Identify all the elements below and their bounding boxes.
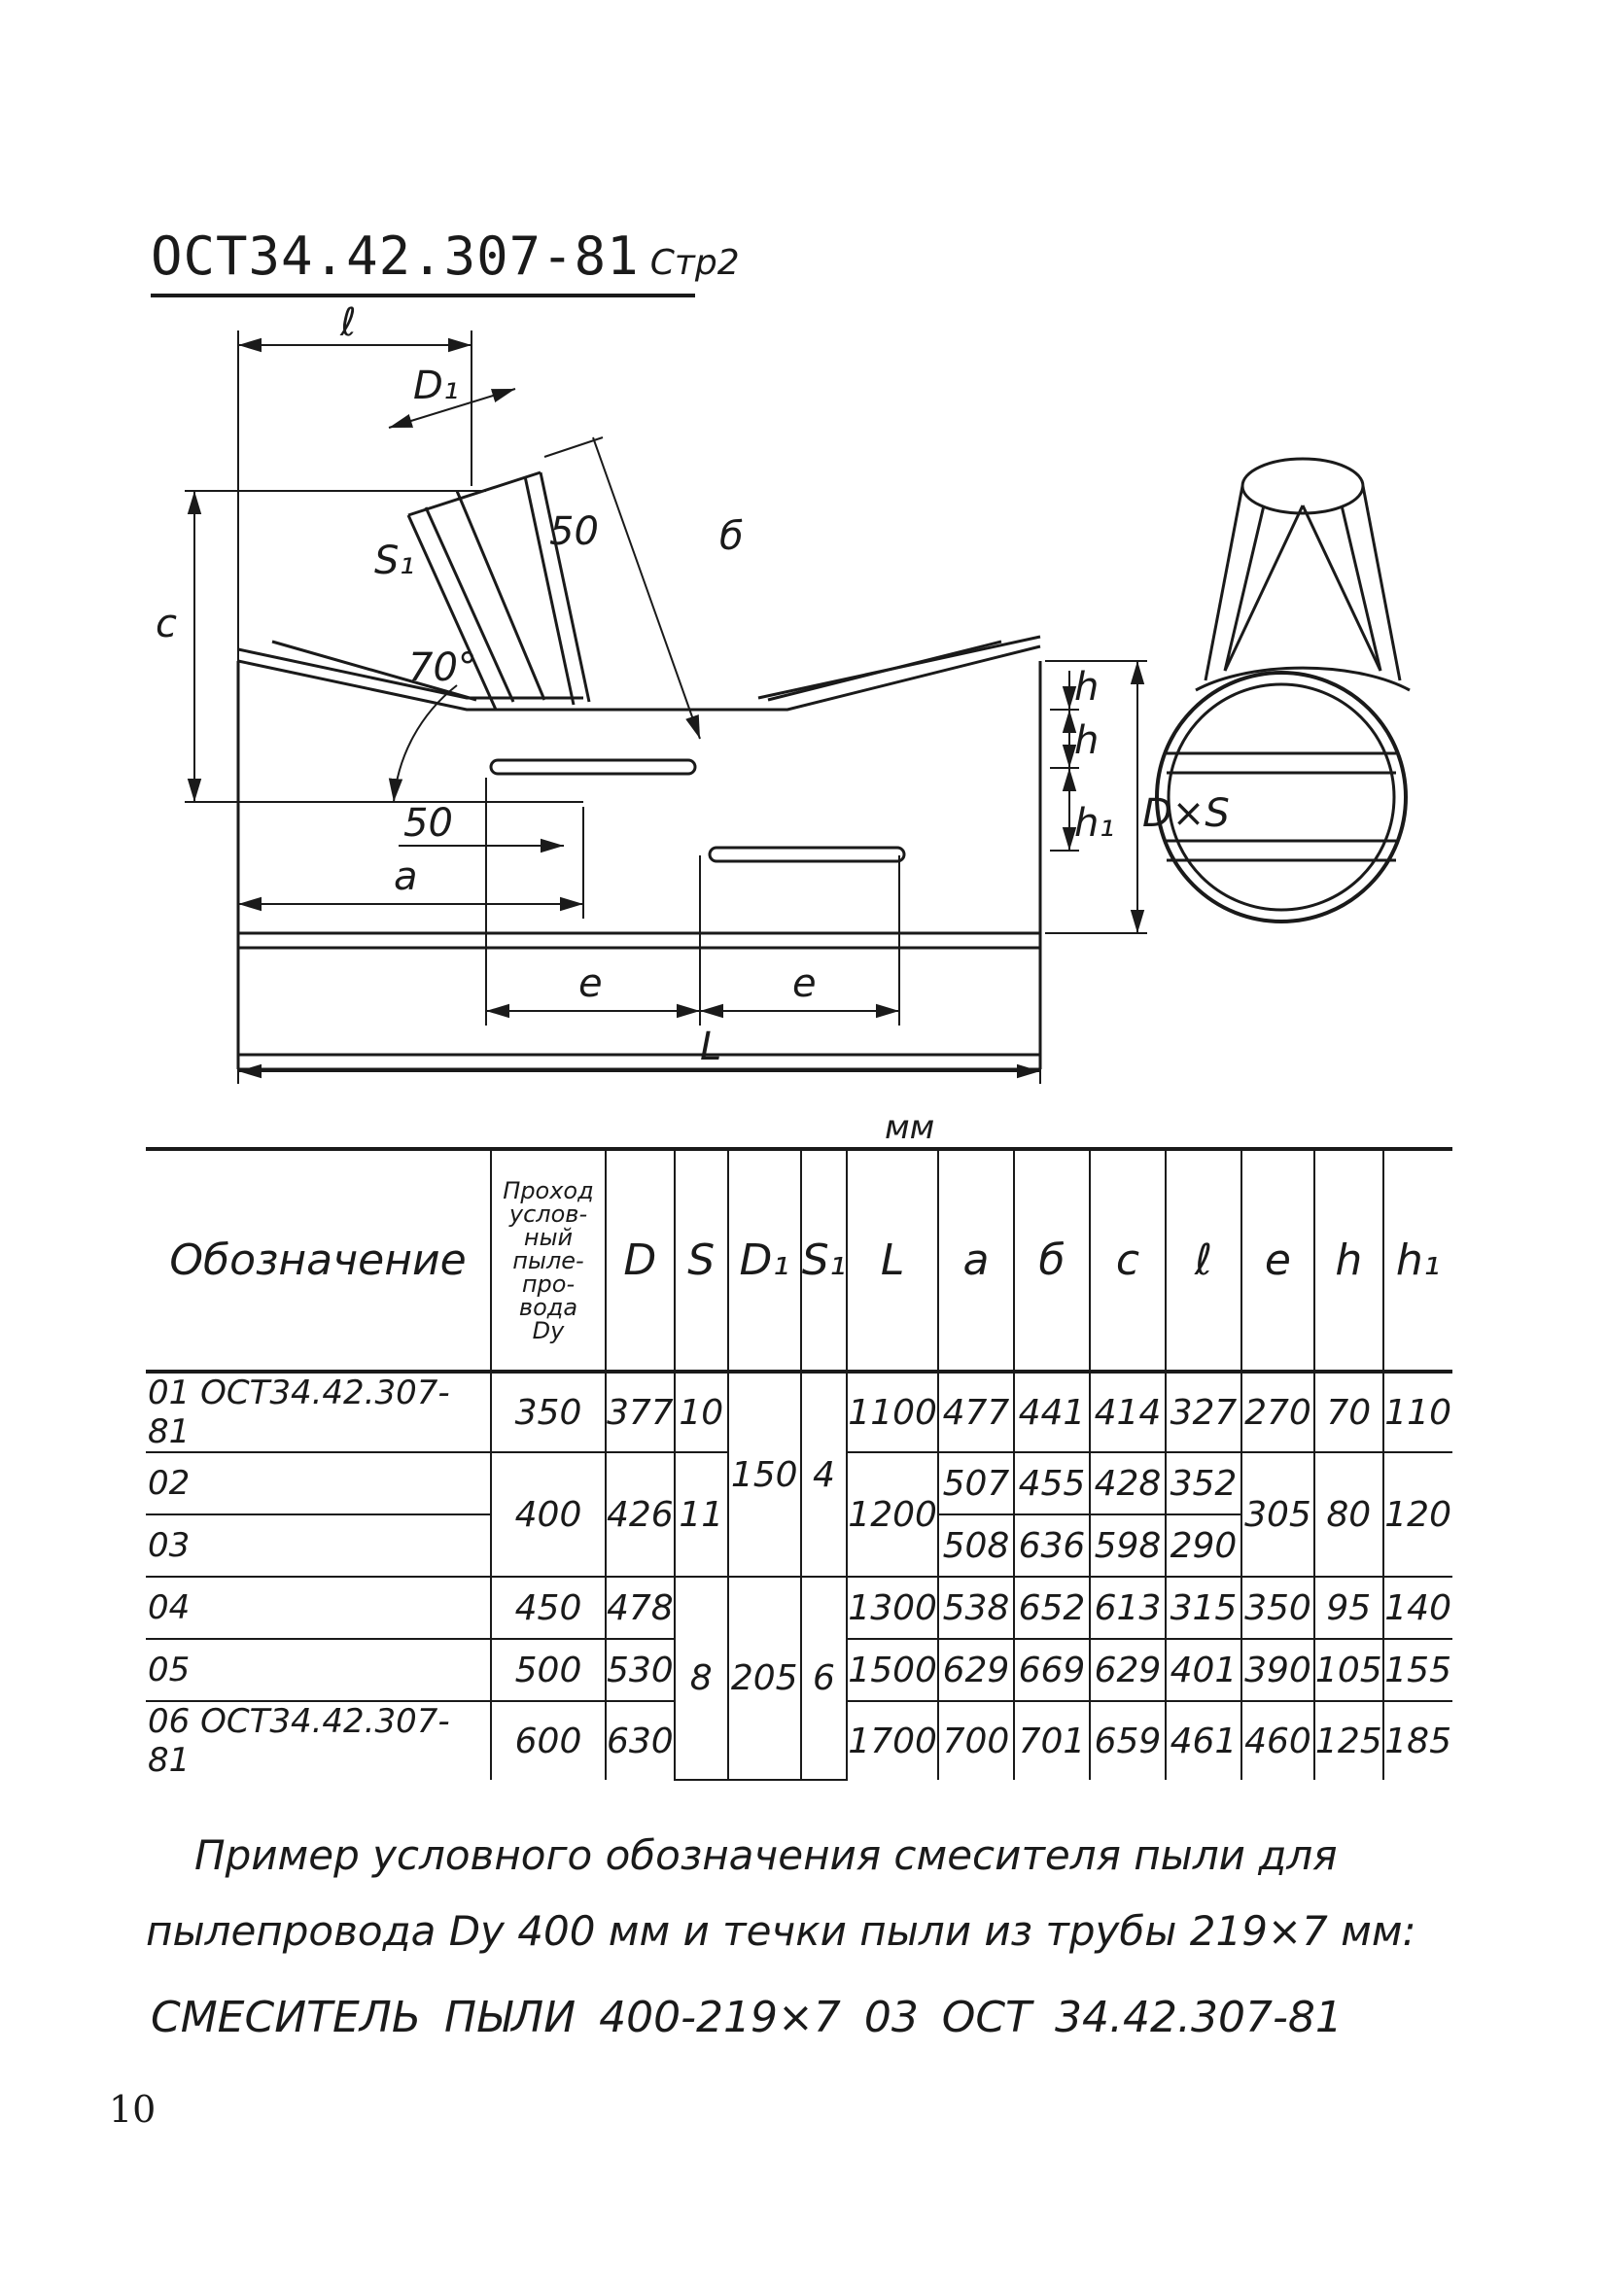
table-row: 05 500 530 1500 629 669 629 401 390 105 155 — [146, 1639, 1452, 1701]
header-h1: h₁ — [1383, 1149, 1452, 1372]
label-h-upper: h — [1074, 665, 1100, 710]
label-DxS: D×S — [1142, 791, 1230, 836]
example-line-1: Пример условного обозначения смесителя пыли для — [194, 1831, 1338, 1879]
header-b: б — [1014, 1149, 1090, 1372]
label-S1: S₁ — [374, 539, 415, 583]
label-h-lower: h — [1074, 718, 1100, 763]
header-S: S — [675, 1149, 728, 1372]
dimension-lines — [185, 330, 1147, 1084]
example-line-2: пылепровода Dу 400 мм и течки пыли из трубы 219×7 мм: — [146, 1907, 1416, 1955]
specification-table — [146, 1147, 1452, 1781]
page-number: 10 — [109, 2088, 157, 2131]
unit-label: мм — [885, 1108, 935, 1147]
side-view — [1157, 459, 1410, 922]
header-D1: D₁ — [728, 1149, 801, 1372]
label-c: с — [156, 602, 177, 646]
header-e: е — [1241, 1149, 1314, 1372]
header-L: L — [847, 1149, 938, 1372]
label-L: L — [700, 1025, 722, 1069]
label-D1: D₁ — [413, 364, 459, 408]
page-label: Стр2 — [649, 243, 740, 283]
label-l: ℓ — [340, 300, 357, 345]
header-h: h — [1314, 1149, 1383, 1372]
document-code: ОСТ34.42.307-81 — [151, 226, 640, 287]
label-e-right: е — [792, 961, 817, 1006]
table-row: 03 508 636 598 290 — [146, 1514, 1452, 1577]
label-angle: 70° — [408, 645, 477, 690]
label-h1: h₁ — [1074, 801, 1115, 846]
header-designation: Обозначение — [169, 1235, 467, 1285]
example-paragraph — [146, 1818, 1439, 1969]
table-row: 04 450 478 8 205 6 1300 538 652 613 315 350 95 140 — [146, 1577, 1452, 1639]
label-e-left: е — [578, 961, 603, 1006]
technical-drawing — [0, 0, 1607, 1108]
header-dy: Проход услов- ный пыле- про- вода Dу — [491, 1149, 606, 1372]
main-pipe — [238, 637, 1040, 1069]
header-S1: S₁ — [801, 1149, 848, 1372]
label-50-top: 50 — [549, 509, 599, 554]
table-row: 06 ОСТ34.42.307-81 600 630 1700 700 701 659 461 460 125 185 — [148, 1702, 1451, 1780]
designation-example: СМЕСИТЕЛЬ ПЫЛИ 400-219×7 03 ОСТ 34.42.307-81 — [151, 1993, 1343, 2042]
label-b: б — [719, 514, 744, 559]
header-c: с — [1090, 1149, 1166, 1372]
table-row: 01 ОСТ34.42.307-81 350 377 10 150 4 1100 477 441 414 327 270 70 110 — [146, 1372, 1452, 1452]
header-a: а — [938, 1149, 1014, 1372]
table-header-row — [146, 1149, 1452, 1372]
header-l: ℓ — [1166, 1149, 1241, 1372]
label-50-bottom: 50 — [403, 801, 453, 846]
header-D: D — [606, 1149, 675, 1372]
table-row: 02 400 426 11 1200 507 455 428 352 305 80 120 — [146, 1452, 1452, 1514]
label-a: а — [394, 854, 418, 899]
